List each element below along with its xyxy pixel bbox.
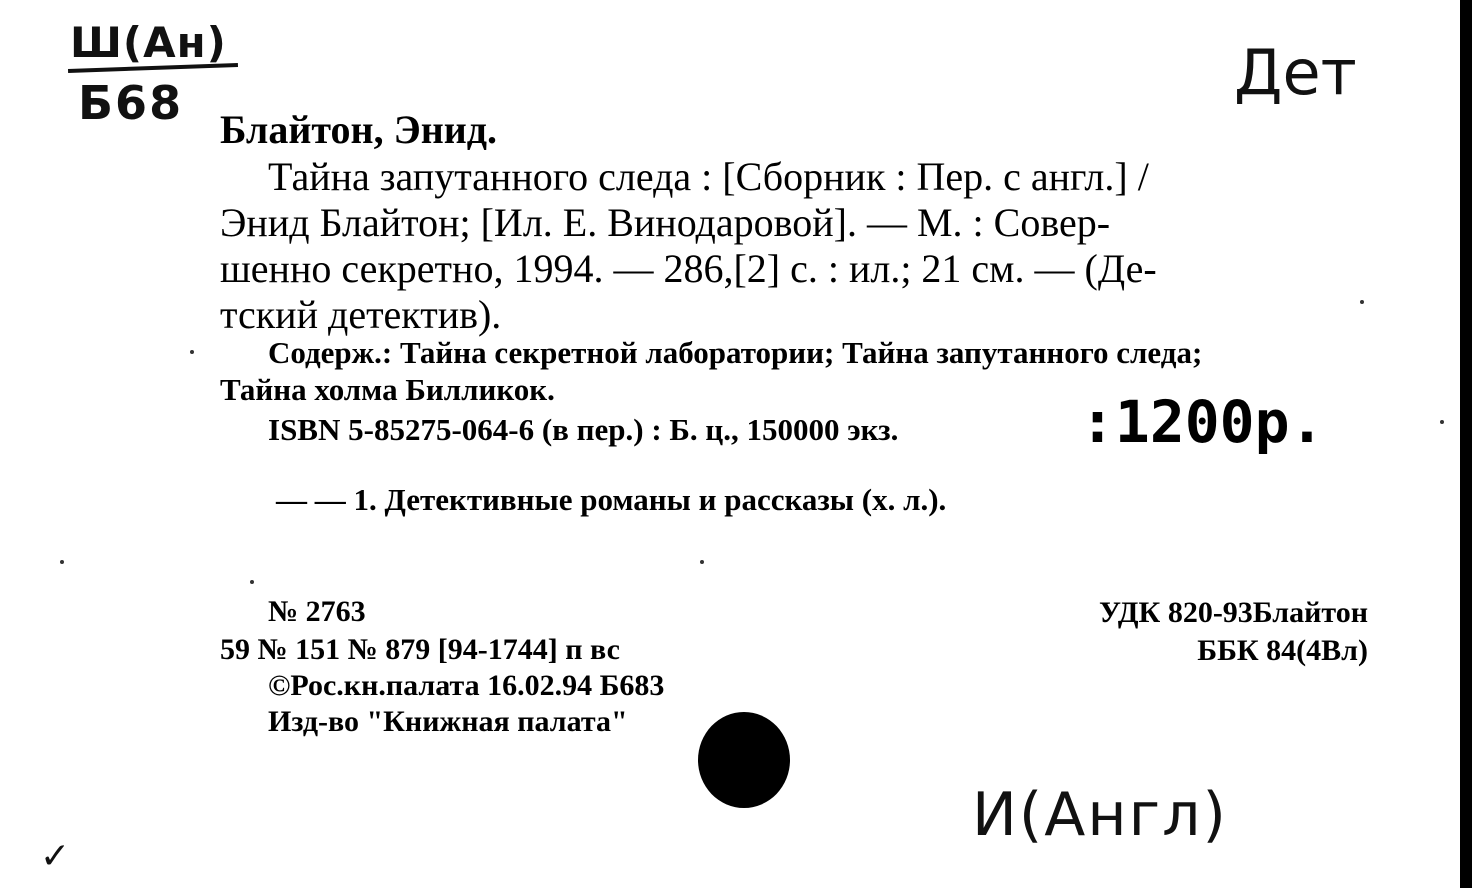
bbk-code: ББК 84(4Вл): [1197, 634, 1368, 667]
punch-hole: [698, 712, 790, 808]
speck: [700, 560, 704, 564]
title-line: Энид Блайтон; [Ил. Е. Винодаровой]. — М. : Совер-: [220, 200, 1111, 245]
contents-line: Содерж.: Тайна секретной лаборатории; Тайна запутанного следа;: [268, 335, 1203, 370]
title-line: тский детектив).: [220, 292, 502, 337]
publisher-line: Изд-во "Книжная палата": [268, 705, 628, 738]
udk-code: УДК 820-93Блайтон: [1098, 596, 1368, 629]
classification-note: И(Англ): [972, 780, 1228, 850]
section-mark: Дет: [1234, 36, 1357, 109]
author-heading: Блайтон, Энид.: [220, 107, 498, 152]
copyright-line: ©Рос.кн.палата 16.02.94 Б683: [268, 669, 665, 702]
speck: [190, 350, 194, 354]
title-line: Тайна запутанного следа : [Сборник : Пер. с англ.] /: [268, 154, 1149, 199]
shelf-mark-top: Ш(Ан): [70, 18, 227, 67]
speck: [1360, 300, 1364, 304]
price-stamp: :1200р.: [1080, 388, 1325, 456]
classification-block: [1099, 594, 1368, 670]
isbn-line: ISBN 5-85275-064-6 (в пер.) : Б. ц., 150000 экз.: [268, 412, 899, 447]
speck: [250, 580, 254, 584]
shelf-mark-bottom: Б68: [78, 76, 184, 130]
card-edge: [1460, 0, 1472, 888]
registration-line: 59 № 151 № 879 [94-1744] п вс: [220, 633, 620, 666]
title-line: шенно секретно, 1994. — 286,[2] с. : ил.; 21 см. — (Де-: [220, 246, 1157, 291]
title-statement: [220, 154, 1370, 338]
check-mark: ✓: [40, 836, 71, 877]
subject-heading: — — 1. Детективные романы и рассказы (х. л.).: [276, 482, 947, 517]
record-number: № 2763: [268, 595, 366, 628]
speck: [60, 560, 64, 564]
speck: [1440, 420, 1444, 424]
contents-line: Тайна холма Билликок.: [220, 372, 555, 407]
